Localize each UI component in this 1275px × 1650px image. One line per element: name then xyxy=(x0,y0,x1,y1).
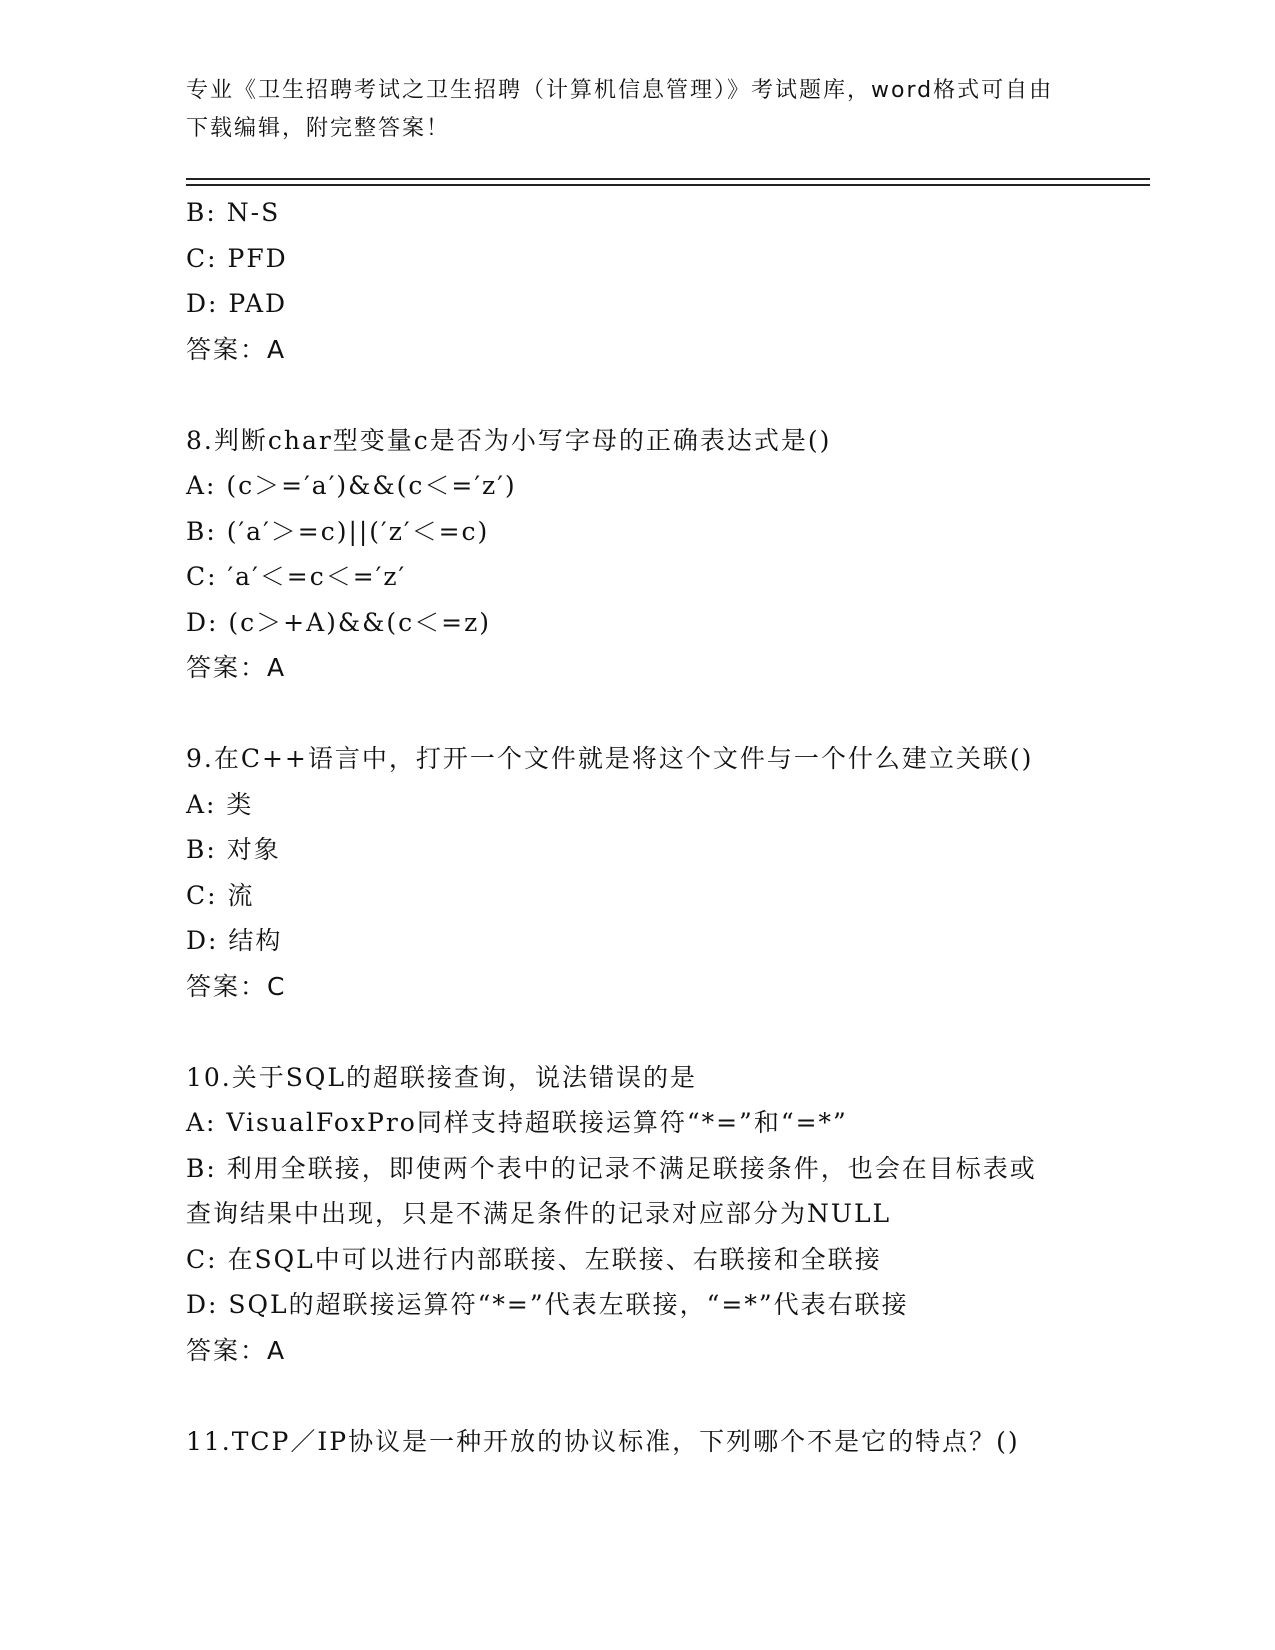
question-11 xyxy=(186,1419,1086,1465)
q8-answer: 答案：A xyxy=(186,653,287,682)
q9-question: 9.在C++语言中，打开一个文件就是将这个文件与一个什么建立关联() xyxy=(186,744,1034,773)
q7-option-c: C: PFD xyxy=(186,243,288,273)
q9-option-b: B: 对象 xyxy=(186,835,281,864)
q7-answer: 答案：A xyxy=(186,334,287,364)
q10-answer: 答案：A xyxy=(186,1335,287,1365)
q9-option-a: A: 类 xyxy=(186,789,254,819)
question-content xyxy=(186,190,1086,1464)
spacer xyxy=(186,1009,1086,1055)
q10-question: 10.关于SQL的超联接查询，说法错误的是 xyxy=(186,1062,697,1092)
q9-option-d: D: 结构 xyxy=(186,926,283,955)
q8-option-b: B: (′a′＞=c)||(′z′＜=c) xyxy=(186,516,490,546)
q9-option-c: C: 流 xyxy=(186,880,255,910)
question-9 xyxy=(186,736,1086,1009)
q10-option-c: C: 在SQL中可以进行内部联接、左联接、右联接和全联接 xyxy=(186,1244,882,1274)
document-header: 专业《卫生招聘考试之卫生招聘（计算机信息管理）》考试题库，word格式可自由下载编辑，附完整答案！ xyxy=(186,78,1054,141)
spacer xyxy=(186,691,1086,737)
q10-option-a: A: VisualFoxPro同样支持超联接运算符“*=”和“=*” xyxy=(186,1108,848,1137)
q9-answer: 答案：C xyxy=(186,971,287,1001)
header-rule-top xyxy=(186,178,1150,180)
q8-option-d: D: (c＞+A)&&(c＜=z) xyxy=(186,607,492,637)
q8-question: 8.判断char型变量c是否为小写字母的正确表达式是() xyxy=(186,425,832,455)
spacer xyxy=(186,1373,1086,1419)
q8-option-a: A: (c＞=′a′)&&(c＜=′z′) xyxy=(186,471,517,500)
q10-option-b: B: 利用全联接，即使两个表中的记录不满足联接条件，也会在目标表或查询结果中出现，只是不满足条件的记录对应部分为NULL xyxy=(186,1153,1037,1228)
question-10 xyxy=(186,1055,1086,1374)
question-8 xyxy=(186,418,1086,691)
q7-option-d: D: PAD xyxy=(186,289,288,318)
header-rule-bottom xyxy=(186,184,1150,186)
q8-option-c: C: ′a′＜=c＜=′z′ xyxy=(186,562,407,591)
question-7-tail xyxy=(186,190,1086,372)
q11-question: 11.TCP／IP协议是一种开放的协议标准，下列哪个不是它的特点？() xyxy=(186,1426,1020,1456)
q7-option-b: B: N-S xyxy=(186,198,281,227)
q10-option-d: D: SQL的超联接运算符“*=”代表左联接，“=*”代表右联接 xyxy=(186,1290,909,1319)
